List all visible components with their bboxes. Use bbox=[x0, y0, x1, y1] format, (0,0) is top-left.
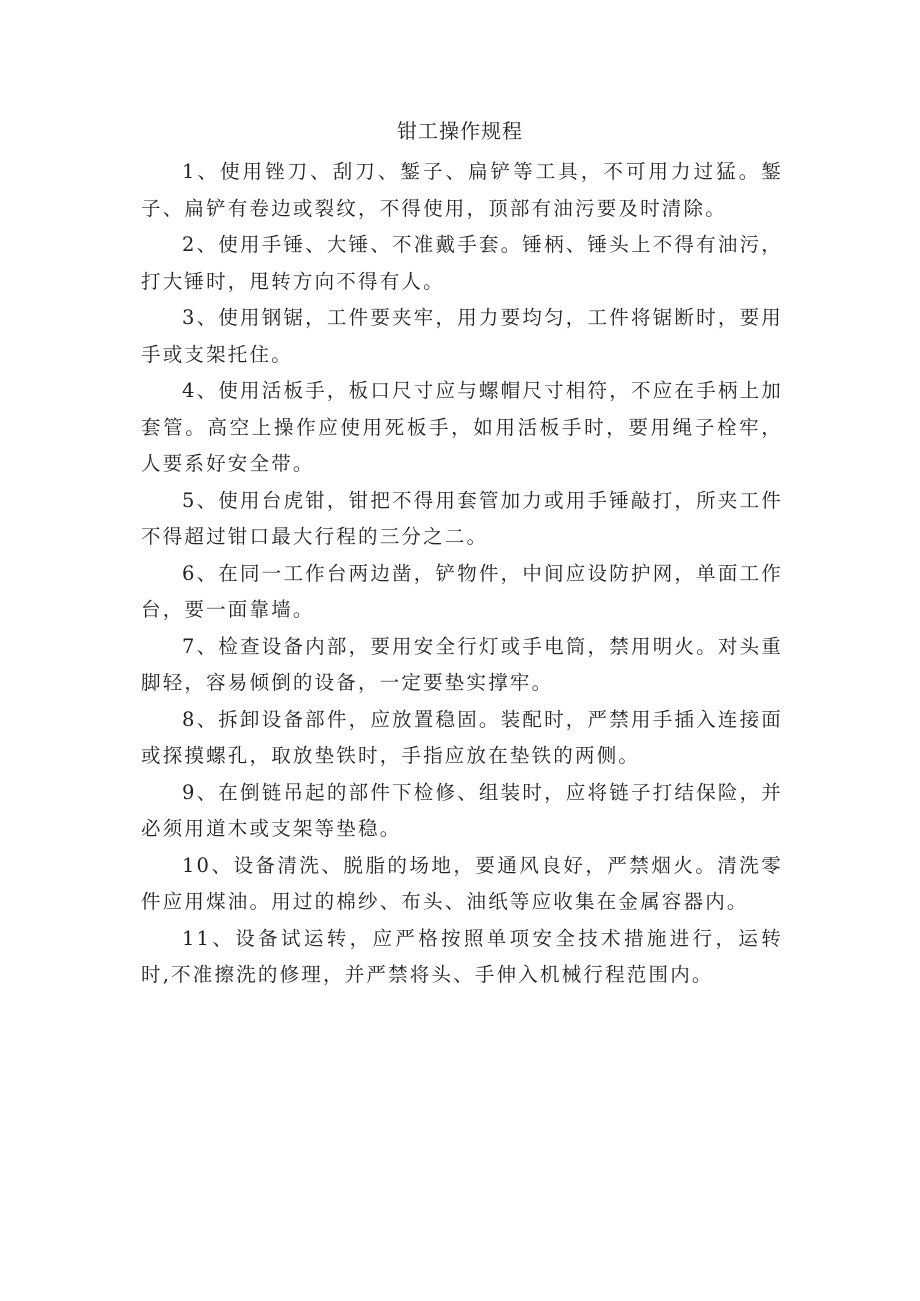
rule-paragraph-2: 2、使用手锤、大锤、不准戴手套。锤柄、锤头上不得有油污，打大锤时，甩转方向不得有人。 bbox=[141, 233, 783, 293]
document-body bbox=[141, 154, 783, 994]
rule-paragraph-5: 5、使用台虎钳，钳把不得用套管加力或用手锤敲打，所夹工件不得超过钳口最大行程的三分之二。 bbox=[141, 488, 783, 548]
document-title: 钳工操作规程 bbox=[397, 119, 523, 143]
rule-paragraph-1: 1、使用锉刀、刮刀、錾子、扁铲等工具，不可用力过猛。錾子、扁铲有卷边或裂纹，不得使用，顶部有油污要及时清除。 bbox=[141, 160, 783, 220]
rule-paragraph-4: 4、使用活板手，板口尺寸应与螺帽尺寸相符，不应在手柄上加套管。高空上操作应使用死板手，如用活板手时，要用绳子栓牢，人要系好安全带。 bbox=[141, 379, 783, 475]
rule-paragraph-8: 8、拆卸设备部件，应放置稳固。装配时，严禁用手插入连接面或探摸螺孔，取放垫铁时，手指应放在垫铁的两侧。 bbox=[141, 707, 783, 767]
rule-paragraph-10: 10、设备清洗、脱脂的场地，要通风良好，严禁烟火。清洗零件应用煤油。用过的棉纱、布头、油纸等应收集在金属容器内。 bbox=[141, 853, 783, 913]
rule-paragraph-3: 3、使用钢锯，工件要夹牢，用力要均匀，工件将锯断时，要用手或支架托住。 bbox=[141, 306, 783, 366]
rule-paragraph-11: 11、设备试运转，应严格按照单项安全技术措施进行，运转时,不准擦洗的修理，并严禁将头、手伸入机械行程范围内。 bbox=[141, 926, 783, 986]
rule-paragraph-7: 7、检查设备内部，要用安全行灯或手电筒，禁用明火。对头重脚轻，容易倾倒的设备，一定要垫实撑牢。 bbox=[141, 634, 783, 694]
rule-paragraph-9: 9、在倒链吊起的部件下检修、组装时，应将链子打结保险，并必须用道木或支架等垫稳。 bbox=[141, 780, 783, 840]
rule-paragraph-6: 6、在同一工作台两边凿，铲物件，中间应设防护网，单面工作台，要一面靠墙。 bbox=[141, 561, 783, 621]
